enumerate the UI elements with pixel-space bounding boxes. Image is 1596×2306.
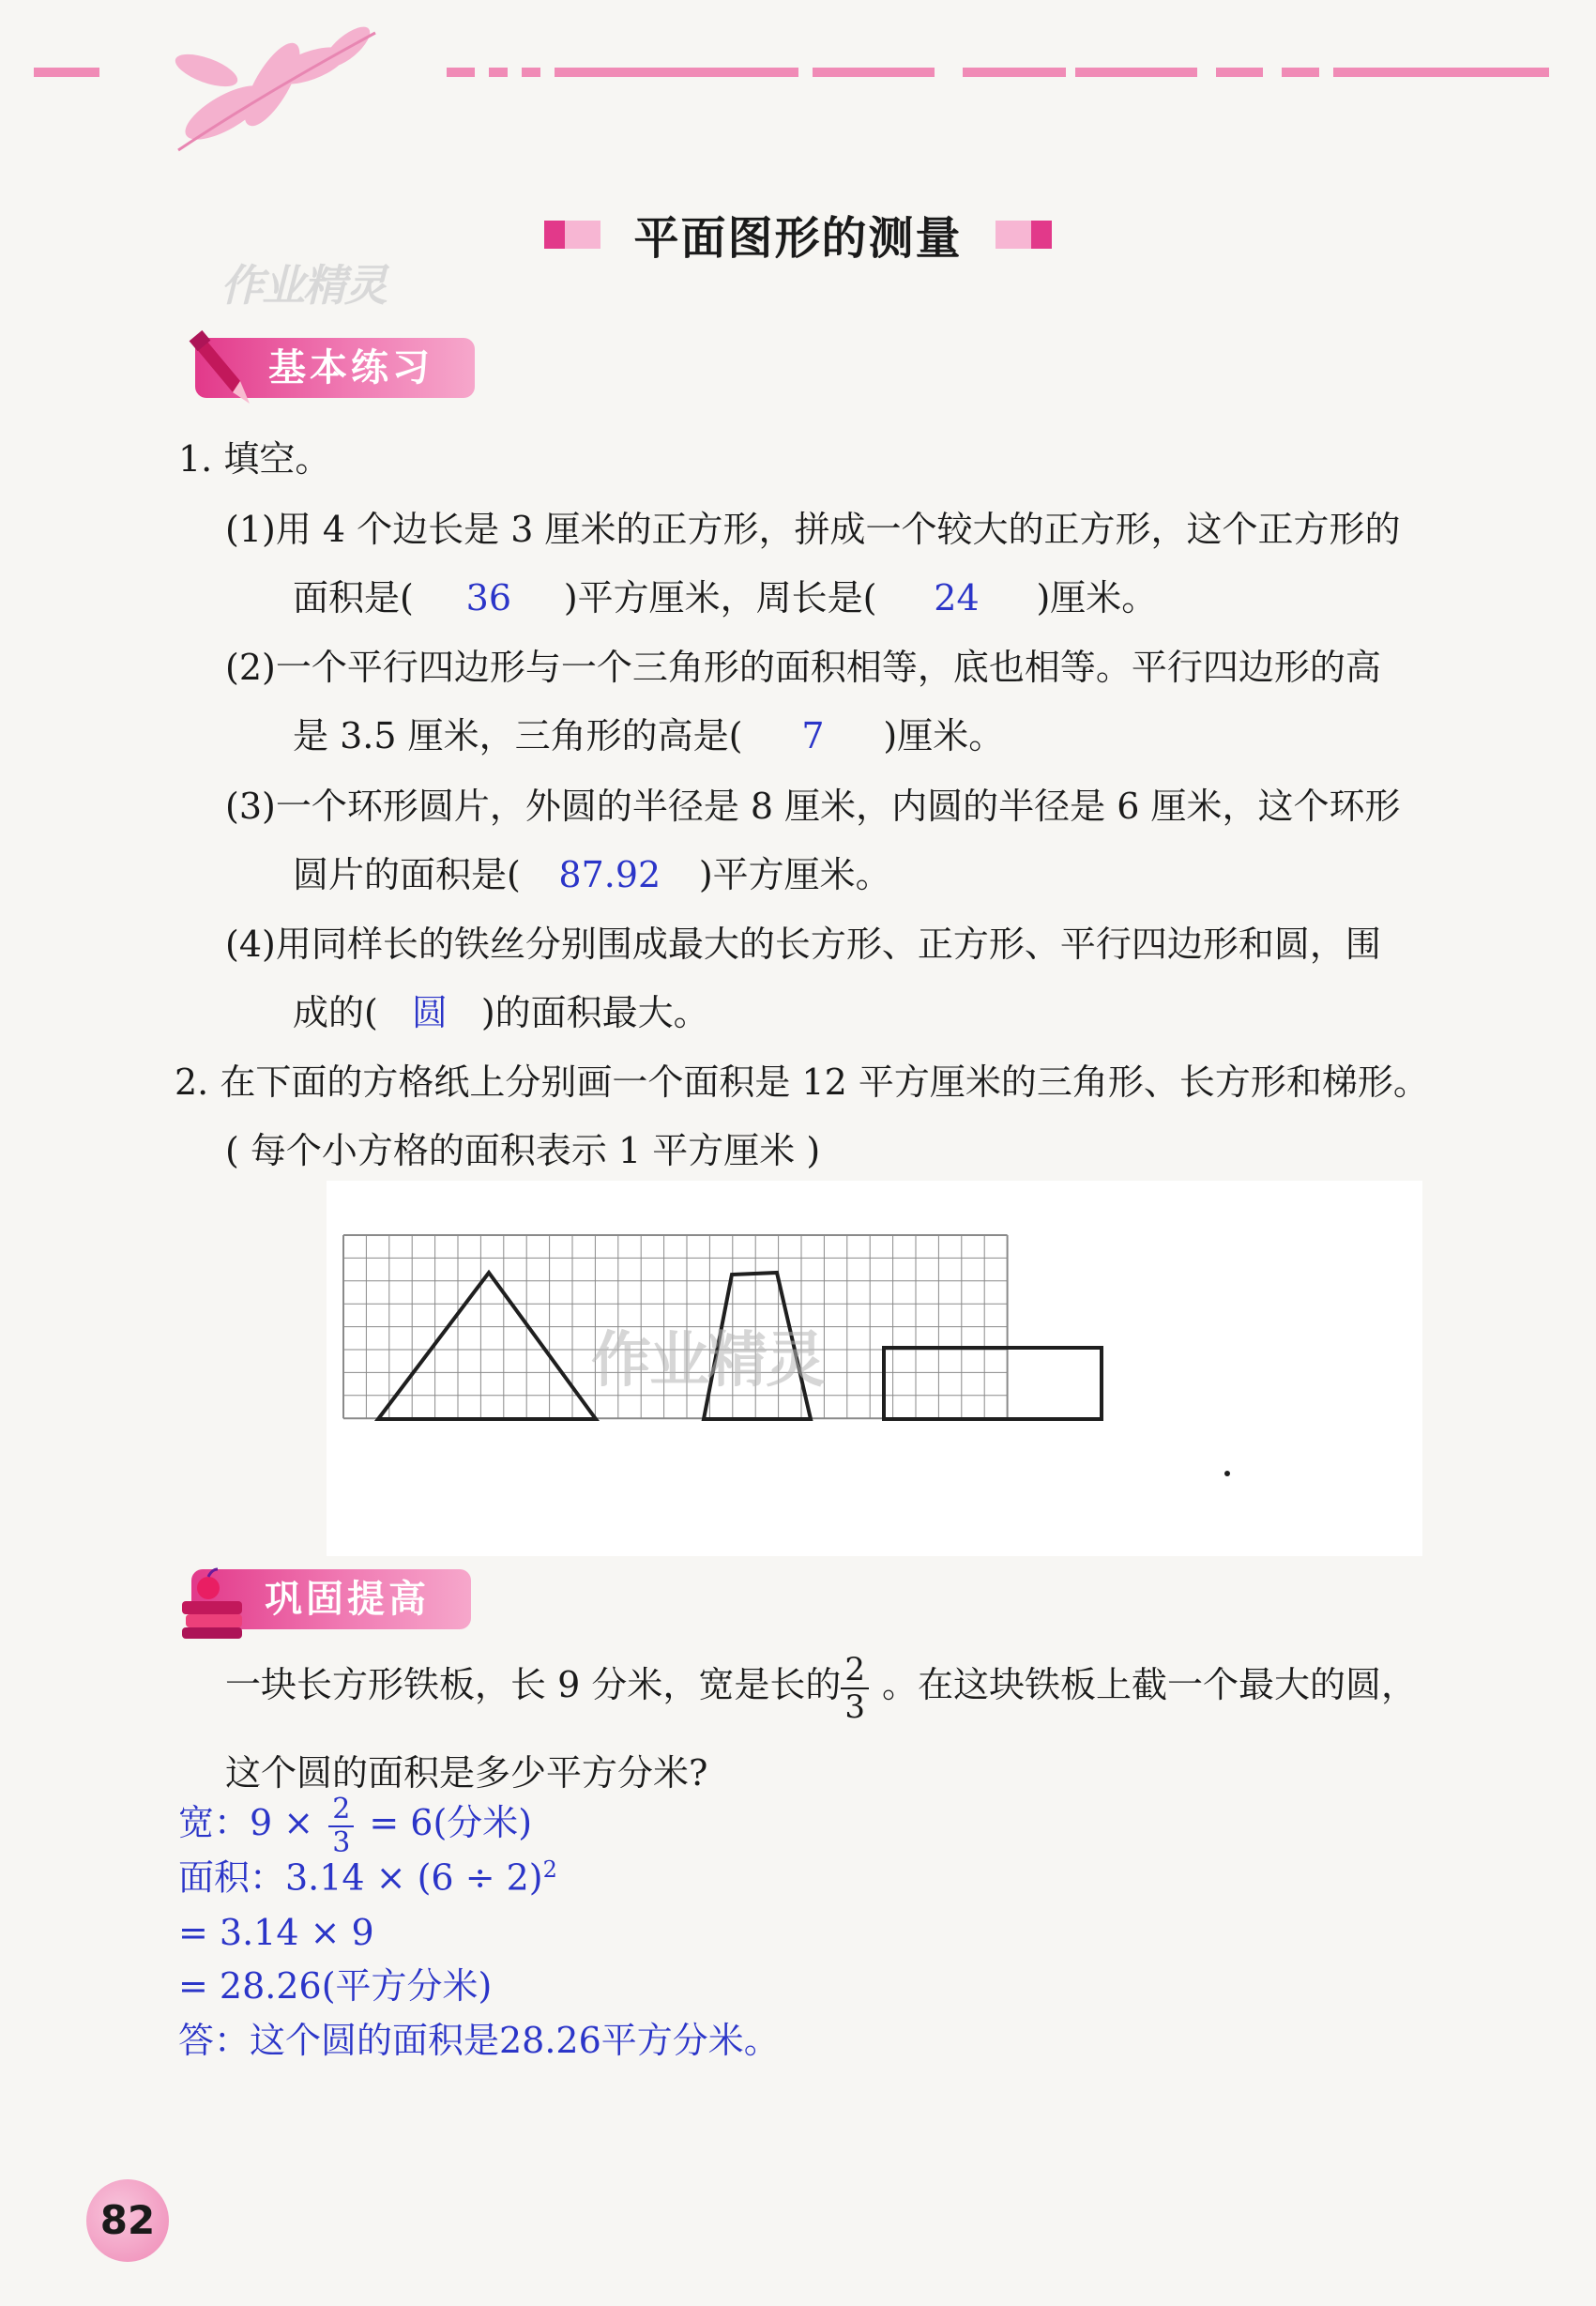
q3-fraction-denominator: 3 [844, 1688, 865, 1726]
grid-drawing [327, 1181, 1422, 1556]
q1-part1-line1: (1)用 4 个边长是 3 厘米的正方形，拼成一个较大的正方形，这个正方形的 [225, 509, 1401, 550]
q1-part2-line1: (2)一个平行四边形与一个三角形的面积相等，底也相等。平行四边形的高 [225, 647, 1381, 688]
q1-part3-line2 [293, 854, 891, 895]
q1-part3-post: )平方厘米。 [698, 854, 891, 895]
solution-line2-exponent: 2 [542, 1856, 557, 1883]
page-number: 82 [86, 2179, 169, 2262]
q3-line1 [225, 1650, 1417, 1726]
drawn-rectangle [884, 1348, 1102, 1419]
q1-part2-post: )厘米。 [883, 715, 1005, 756]
q1-part4-line1: (4)用同样长的铁丝分别围成最大的长方形、正方形、平行四边形和圆，围 [225, 924, 1381, 965]
solution-line1 [178, 1794, 532, 1857]
q3-line1-pre: 一块长方形铁板，长 9 分米，宽是长的 [225, 1664, 842, 1705]
q1-part3-pre: 圆片的面积是( [293, 854, 521, 895]
q1-part1-answer1: 36 [465, 577, 511, 618]
q1-part4-pre: 成的( [293, 992, 378, 1033]
grid-dot [1224, 1471, 1230, 1476]
section-badge-advance [191, 1569, 471, 1629]
q3-line1-post: 。在这块铁板上截一个最大的圆， [881, 1664, 1417, 1705]
solution-line2 [178, 1856, 557, 1899]
q1-part1-pre: 面积是( [293, 577, 414, 618]
q1-part1-post: )厘米。 [1036, 577, 1158, 618]
watermark-grid: 作业精灵 [591, 1326, 824, 1396]
q1-part4-post: )的面积最大。 [480, 992, 709, 1033]
q2-line2: ( 每个小方格的面积表示 1 平方厘米 ) [225, 1130, 821, 1171]
q1-part3-line1: (3)一个环形圆片，外圆的半径是 8 厘米，内圆的半径是 6 厘米，这个环形 [225, 786, 1401, 827]
q1-part4-line2 [293, 992, 709, 1033]
pencil-icon [184, 327, 257, 409]
solution-line1-pre: 宽：9 × [178, 1802, 314, 1843]
section-title-advance: 巩固提高 [265, 1578, 430, 1621]
q1-part2-answer: 7 [801, 715, 825, 756]
solution-line2-text: 面积：3.14 × (6 ÷ 2) [178, 1856, 543, 1899]
solution-line1-post: = 6(分米) [369, 1802, 533, 1843]
grid-paper [327, 1181, 1422, 1556]
solution-line4: = 28.26(平方分米) [178, 1965, 493, 2007]
title-left-block [544, 221, 600, 249]
q2-line1: 2. 在下面的方格纸上分别画一个面积是 12 平方厘米的三角形、长方形和梯形。 [175, 1061, 1429, 1103]
solution-fraction-denominator: 3 [332, 1825, 351, 1859]
page-title: 平面图形的测量 [633, 212, 963, 265]
q1-part4-answer: 圆 [411, 992, 448, 1033]
title-right-block [996, 221, 1052, 249]
q1-part3-answer: 87.92 [558, 854, 661, 895]
q1-part2-pre: 是 3.5 厘米，三角形的高是( [293, 715, 743, 756]
section-badge-basic [195, 338, 475, 398]
q1-label: 1. 填空。 [178, 438, 331, 480]
section-title-basic: 基本练习 [268, 346, 433, 389]
q1-part1-mid: )平方厘米，周长是( [563, 577, 877, 618]
solution-fraction [328, 1792, 354, 1859]
solution-answer: 答：这个圆的面积是28.26平方分米。 [178, 2020, 780, 2061]
solution-fraction-numerator: 2 [328, 1795, 354, 1827]
q1-part1-line2 [293, 577, 1158, 618]
drawn-triangle [378, 1273, 596, 1419]
watermark-top: 作业精灵 [220, 260, 386, 311]
q3-fraction [841, 1650, 869, 1726]
books-apple-icon [180, 1558, 253, 1641]
q1-part1-answer2: 24 [934, 577, 980, 618]
q1-part2-line2 [293, 715, 1005, 756]
solution-line3: = 3.14 × 9 [178, 1912, 374, 1953]
flower-leaf-decoration [169, 19, 385, 160]
q3-fraction-numerator: 2 [841, 1654, 869, 1689]
q3-line2: 这个圆的面积是多少平方分米? [225, 1752, 708, 1794]
